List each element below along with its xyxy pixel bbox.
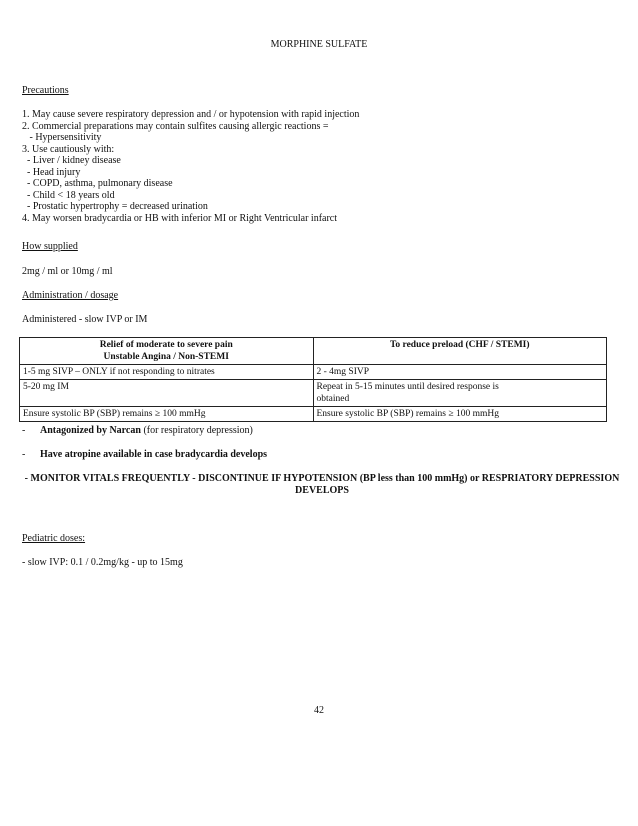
cell-line: Ensure systolic BP (SBP) remains ≥ 100 mmHg (316, 409, 499, 419)
cell-line: obtained (316, 394, 350, 404)
dosage-table (19, 337, 607, 422)
cell-line: 1-5 mg SIVP – ONLY if not responding to nitrates (23, 367, 215, 377)
bullet-bold-text: Antagonized by Narcan (40, 425, 141, 436)
precautions-heading: Precautions (22, 85, 69, 96)
header-cell-preload (313, 338, 607, 365)
precaution-line: - Liver / kidney disease (22, 155, 121, 166)
administration-heading: Administration / dosage (22, 290, 119, 301)
page-title: MORPHINE SULFATE (270, 39, 368, 50)
bullet-dash: - (22, 425, 26, 436)
table-cell (313, 365, 607, 380)
pediatric-text: - slow IVP: 0.1 / 0.2mg/kg - up to 15mg (22, 557, 183, 568)
bullet-text (40, 449, 267, 460)
precaution-line: - Prostatic hypertrophy = decreased urination (22, 201, 208, 212)
bullet-rest-text: (for respiratory depression) (140, 425, 253, 436)
how-supplied-heading: How supplied (22, 241, 78, 252)
cell-line: 2 - 4mg SIVP (316, 367, 370, 377)
header-line: Unstable Angina / Non-STEMI (103, 352, 229, 362)
header-line: Relief of moderate to severe pain (99, 340, 233, 350)
table-cell (20, 365, 314, 380)
precaution-line: - Child < 18 years old (22, 189, 115, 201)
cell-line: Ensure systolic BP (SBP) remains ≥ 100 mmHg (23, 409, 206, 419)
precaution-line: 1. May cause severe respiratory depression and / or hypotension with rapid injection (22, 109, 360, 120)
cell-line: 5-20 mg IM (23, 382, 69, 392)
table-cell (20, 380, 314, 407)
table-cell (313, 407, 607, 422)
monitor-warning: - MONITOR VITALS FREQUENTLY - DISCONTINUE IF HYPOTENSION (BP less than 100 mmHg) or RESPRIATORY DEPRESSION DEVELOPS (24, 473, 620, 496)
administration-text: Administered - slow IVP or IM (22, 314, 148, 325)
table-header-row (20, 338, 607, 365)
header-cell-pain (20, 338, 314, 365)
header-line: To reduce preload (CHF / STEMI) (389, 340, 530, 350)
precaution-line: 4. May worsen bradycardia or HB with inferior MI or Right Ventricular infarct (22, 212, 338, 224)
page-number: 42 (314, 705, 324, 716)
precaution-line: 3. Use cautiously with: (22, 143, 115, 155)
table-cell (313, 380, 607, 407)
precaution-line: - COPD, asthma, pulmonary disease (22, 178, 173, 189)
table-row (20, 407, 607, 422)
cell-line: Repeat in 5-15 minutes until desired response is (316, 382, 499, 392)
table-row (20, 380, 607, 407)
precaution-line: 2. Commercial preparations may contain sulfites causing allergic reactions = (22, 120, 329, 132)
bullet-bold-text: Have atropine available in case bradycardia develops (40, 449, 268, 460)
table-cell (20, 407, 314, 422)
precaution-line: - Hypersensitivity (22, 132, 102, 143)
how-supplied-text: 2mg / ml or 10mg / ml (22, 266, 113, 277)
bullet-text (40, 425, 253, 436)
table-row (20, 365, 607, 380)
precaution-line: - Head injury (22, 166, 81, 178)
bullet-dash: - (22, 449, 26, 460)
pediatric-heading: Pediatric doses: (22, 533, 86, 544)
